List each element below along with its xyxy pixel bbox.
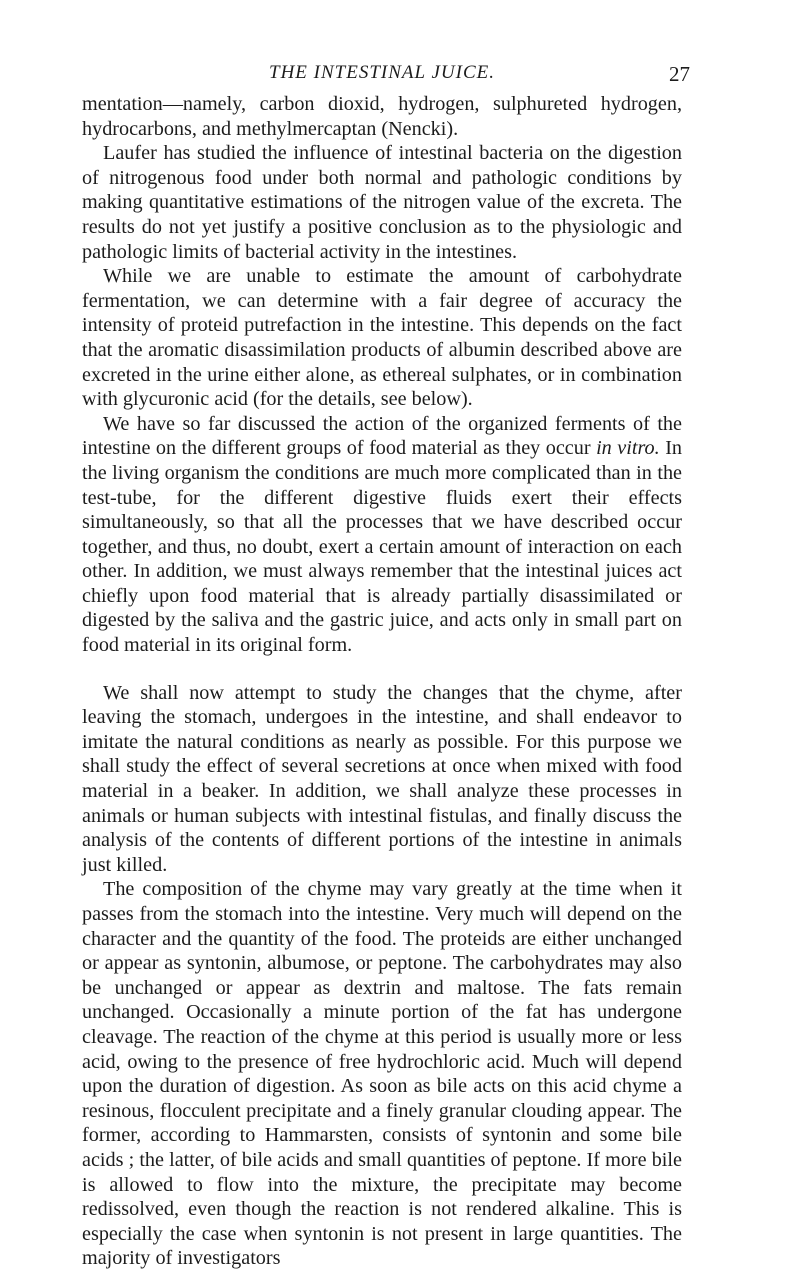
paragraph-laufer: Laufer has studied the influence of intestinal bacteria on the digestion of nitrogenous food under both normal and pathologic conditions by making quantitative estimations of the nitrogen value of the excreta. The results do not yet justify a positive conclusion as to the physiologic and pathologic limits of bacterial activity in the intestines. xyxy=(82,142,682,263)
paragraph-carbohydrate-fermentation: While we are unable to estimate the amount of carbohydrate fermentation, we can determine with a fair degree of accuracy the intensity of proteid putrefaction in the intestine. This depends on the fact that the aromatic disassimilation products of albumin described above are excreted in the urine either alone, as ethereal sulphates, or in combination with glycuronic acid (for the details, see below). xyxy=(82,265,682,411)
paragraph-organized-ferments-text: We have so far discussed the action of the organized ferments of the intestine on the different groups of food material as they occur xyxy=(82,412,682,460)
running-title: THE INTESTINAL JUICE. xyxy=(269,62,495,83)
paragraph-organized-ferments xyxy=(82,412,682,658)
paragraph-organized-ferments-rest: In the living organism the conditions are much more complicated than in the test-tube, for the different digestive fluids exert their effects simultaneously, so that all the processes that we have described occur together, and thus, no doubt, exert a certain amount of interaction on each other. In addition, we must always remember that the intestinal juices act chiefly upon food material that is already partially disassimilated or digested by the saliva and the gastric juice, and acts only in small part on food material in its original form. xyxy=(82,437,683,657)
paragraph-chyme-composition: The composition of the chyme may vary greatly at the time when it passes from the stomach into the intestine. Very much will depend on the character and the quantity of the food. The proteids are either unchanged or appear as syntonin, albumose, or peptone. The carbohydrates may also be unchanged or appear as dextrin and maltose. The fats remain unchanged. Occasionally a minute portion of the fat has undergone cleavage. The reaction of the chyme at this period is usually more or less acid, owing to the presence of free hydrochloric acid. Much will depend upon the duration of digestion. As soon as bile acts on this acid chyme a resinous, flocculent precipitate and a finely granular clouding appear. The former, according to Hammarsten, consists of syntonin and some bile acids ; the latter, of bile acids and small quantities of peptone. If more bile is allowed to flow into the mixture, the precipitate may become redissolved, even though the reaction is not rendered alkaline. This is especially the case when syntonin is not present in large quantities. The majority of investigators xyxy=(82,878,682,1270)
in-vitro-italic: in vitro. xyxy=(596,437,660,460)
paragraph-continuation: mentation—namely, carbon dioxid, hydrogen, sulphureted hydrogen, hydrocarbons, and methylmercaptan (Nencki). xyxy=(82,93,682,140)
body-text xyxy=(82,92,682,1271)
running-head xyxy=(82,62,690,86)
page-number: 27 xyxy=(669,62,690,86)
paragraph-chyme-study: We shall now attempt to study the changes that the chyme, after leaving the stomach, undergoes in the intestine, and shall endeavor to imitate the natural conditions as nearly as possible. For this purpose we shall study the effect of several secretions at once when mixed with food material in a beaker. In addition, we shall analyze these processes in animals or human subjects with intestinal fistulas, and finally discuss the analysis of the contents of different portions of the intestine in animals just killed. xyxy=(82,681,682,876)
